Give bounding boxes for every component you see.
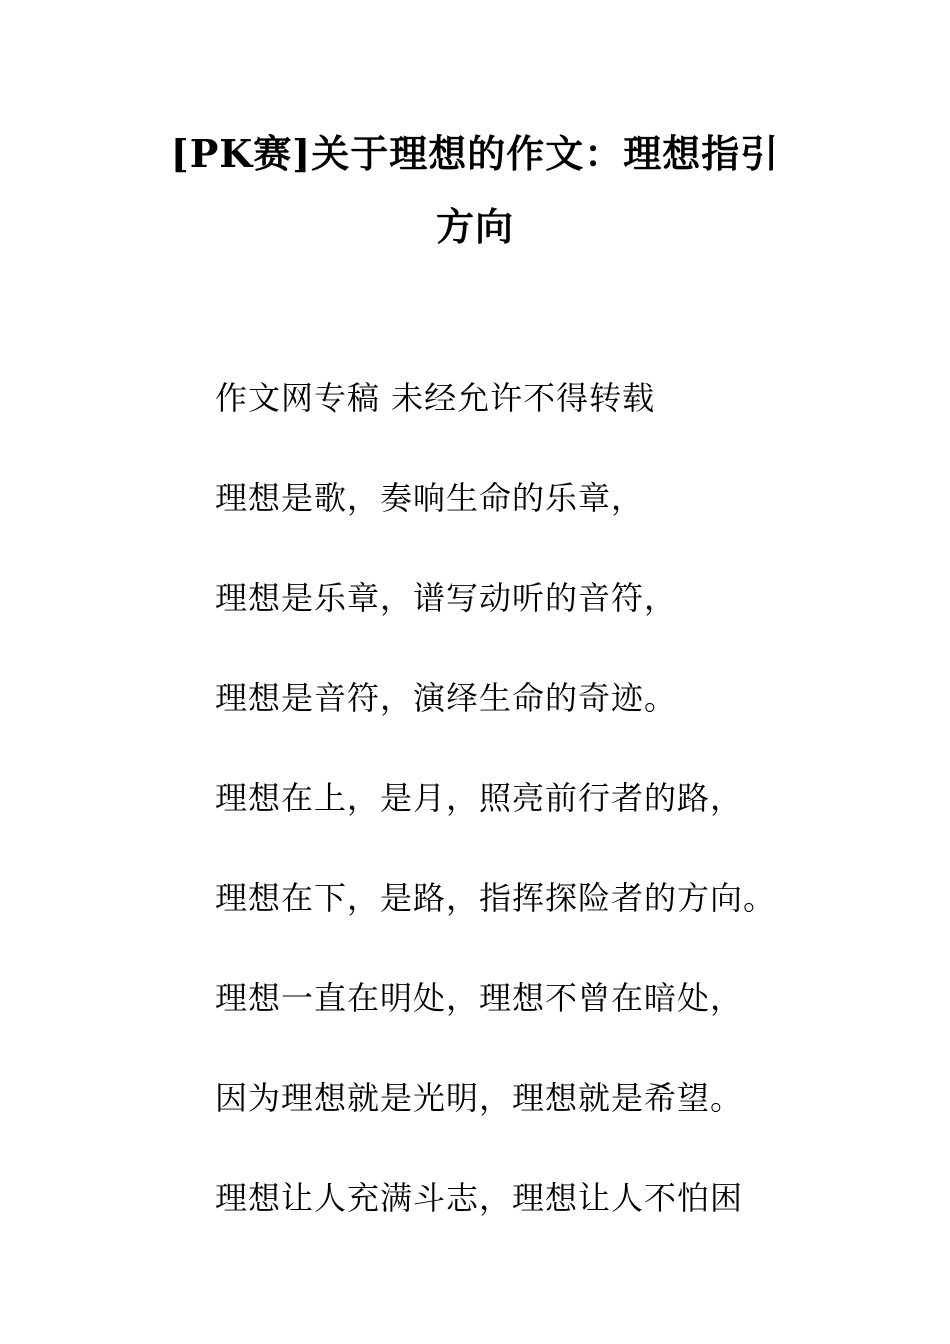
document-title-line-2: 方向 <box>435 204 514 249</box>
body-line: 理想让人充满斗志，理想让人不怕困 <box>215 1179 744 1217</box>
body-line: 理想一直在明处，理想不曾在暗处， <box>215 979 744 1017</box>
body-line: 理想是音符，演绎生命的奇迹。 <box>215 679 678 717</box>
body-line: 因为理想就是光明，理想就是希望。 <box>215 1079 744 1117</box>
body-line: 理想是乐章，谱写动听的音符， <box>215 579 678 617</box>
body-line: 理想是歌，奏响生命的乐章， <box>215 479 645 517</box>
document-title-line-1: [PK赛]关于理想的作文：理想指引 <box>170 131 780 176</box>
body-line-attribution: 作文网专稿 未经允许不得转载 <box>215 379 656 417</box>
body-line: 理想在下，是路，指挥探险者的方向。 <box>215 879 777 917</box>
body-line: 理想在上，是月，照亮前行者的路， <box>215 779 744 817</box>
